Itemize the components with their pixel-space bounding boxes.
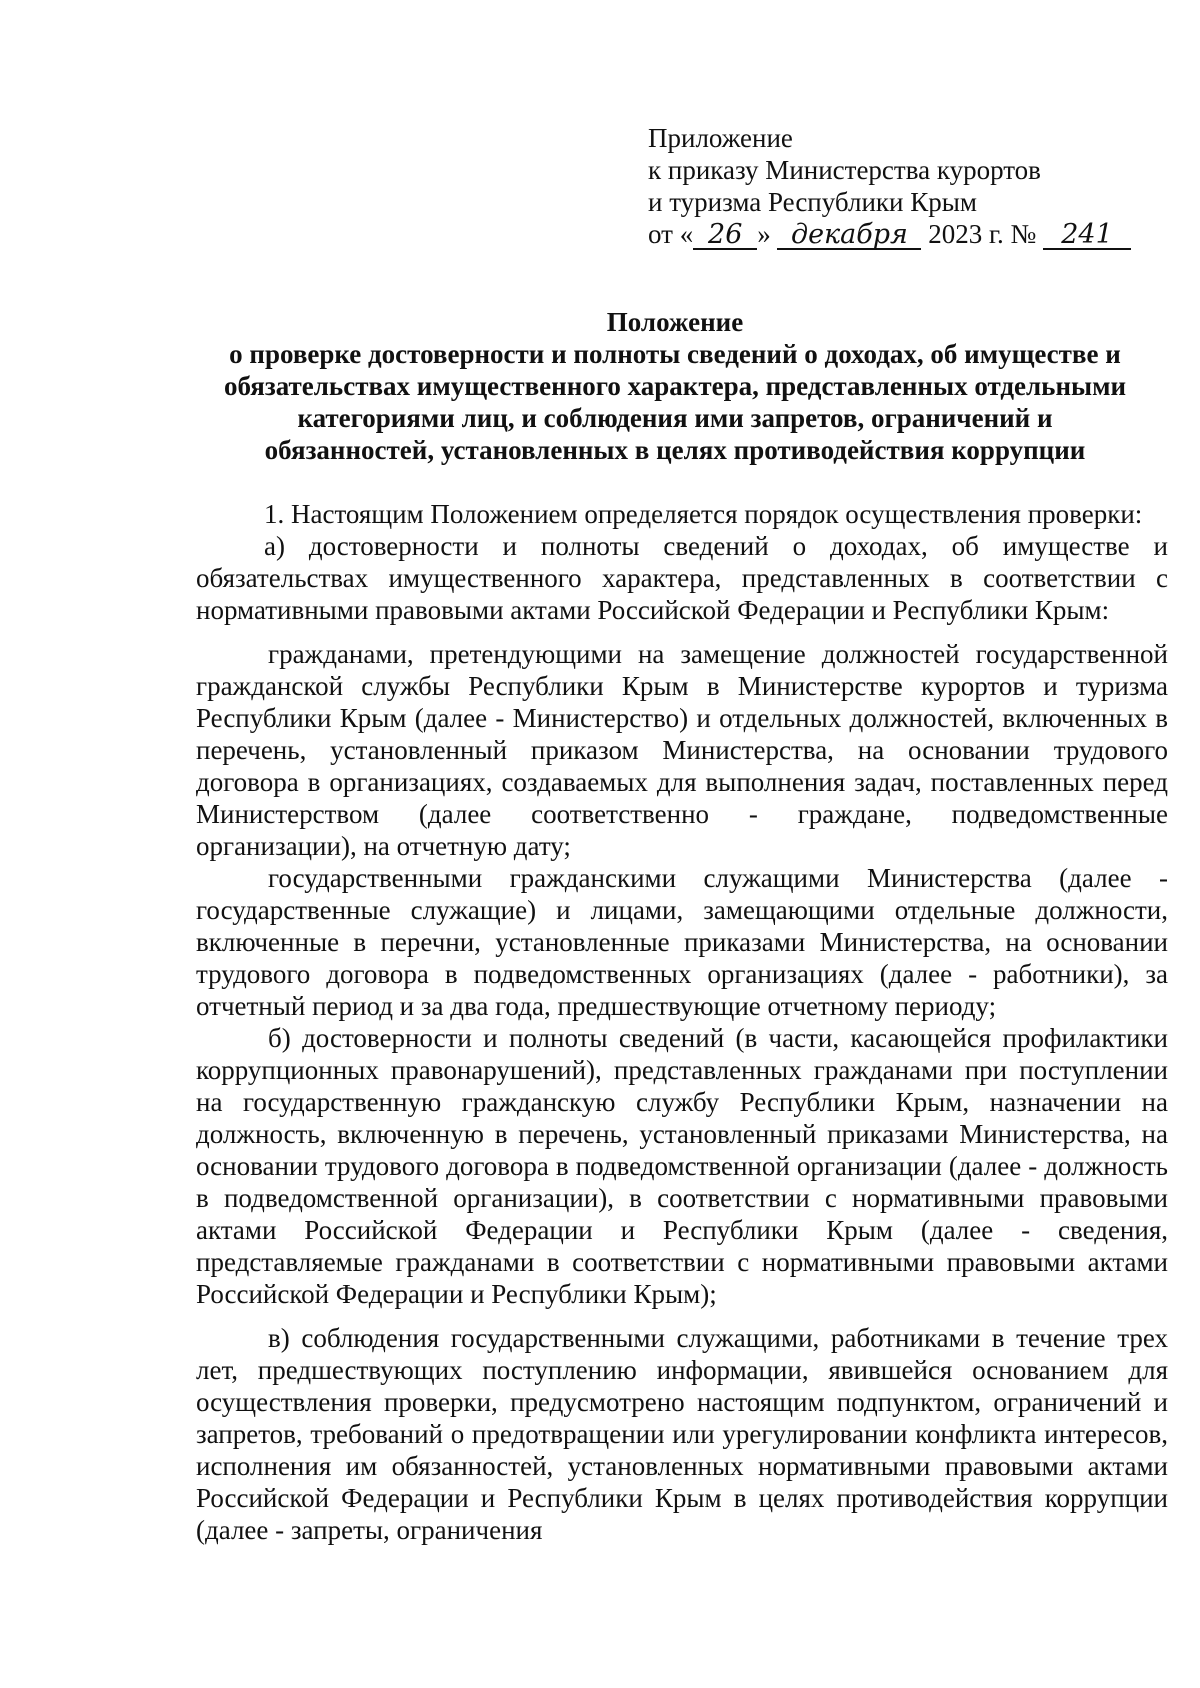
title-line-1: о проверке достоверности и полноты сведений о доходах, об имуществе и bbox=[229, 339, 1121, 369]
paragraph-a: а) достоверности и полноты сведений о доходах, об имуществе и обязательствах имущественного характера, представленных в соответствии с нормативными правовыми актами Российской Федерации и Республики Крым: bbox=[196, 531, 1168, 625]
appendix-date-line bbox=[648, 218, 1168, 250]
paragraph-civil-servants: государственными гражданскими служащими Министерства (далее - государственные служащие) и лицами, замещающими отдельные должности, включенные в перечни, установленные приказами Министерства, на основании трудового договора в подведомственных организациях (далее - работники), за отчетный период и за два года, предшествующие отчетному периоду; bbox=[196, 863, 1168, 1021]
order-number-handwritten: 241 bbox=[1043, 222, 1131, 250]
title-heading: Положение bbox=[606, 307, 744, 337]
appendix-line-2: к приказу Министерства курортов bbox=[648, 155, 1041, 185]
date-year: 2023 г. № bbox=[928, 219, 1037, 249]
paragraph-1: 1. Настоящим Положением определяется порядок осуществления проверки: bbox=[264, 499, 1143, 529]
document-body bbox=[196, 498, 1168, 1546]
paragraph-b: б) достоверности и полноты сведений (в части, касающейся профилактики коррупционных правонарушений), представленных гражданами при поступлении на государственную гражданскую службу Республики Крым, назначении на должность, включенную в перечень, установленный приказами Министерства, на основании трудового договора в подведомственной организации (далее - должность в подведомственной организации), в соответствии с нормативными правовыми актами Российской Федерации и Республики Крым (далее - сведения, представляемые гражданами в соответствии с нормативными правовыми актами Российской Федерации и Республики Крым); bbox=[196, 1023, 1168, 1309]
document-title bbox=[190, 306, 1160, 466]
paragraph-citizens: гражданами, претендующими на замещение должностей государственной гражданской службы Республики Крым в Министерстве курортов и туризма Республики Крым (далее - Министерство) и отдельных должностей, включенных в перечень, установленный приказом Министерства, на основании трудового договора в организациях, создаваемых для выполнения задач, поставленных перед Министерством (далее соответственно - граждане, подведомственные организации), на отчетную дату; bbox=[196, 639, 1168, 861]
paragraph-v: в) соблюдения государственными служащими, работниками в течение трех лет, предшествующих поступлению информации, явившейся основанием для осуществления проверки, предусмотрено настоящим подпунктом, ограничений и запретов, требований о предотвращении или урегулировании конфликта интересов, исполнения им обязанностей, установленных нормативными правовыми актами Российской Федерации и Республики Крым в целях противодействия коррупции (далее - запреты, ограничения bbox=[196, 1323, 1168, 1545]
title-line-2: обязательствах имущественного характера, представленных отдельными bbox=[223, 371, 1127, 401]
date-day-handwritten: 26 bbox=[693, 222, 757, 250]
date-prefix: от « bbox=[648, 219, 694, 249]
title-line-4: обязанностей, установленных в целях противодействия коррупции bbox=[264, 435, 1086, 465]
title-line-3: категориями лиц, и соблюдения ими запретов, ограничений и bbox=[297, 403, 1053, 433]
appendix-line-1: Приложение bbox=[648, 123, 793, 153]
date-month-handwritten: декабря bbox=[777, 222, 921, 250]
appendix-block bbox=[648, 122, 1168, 250]
appendix-line-3: и туризма Республики Крым bbox=[648, 187, 977, 217]
date-mid: » bbox=[757, 219, 771, 249]
